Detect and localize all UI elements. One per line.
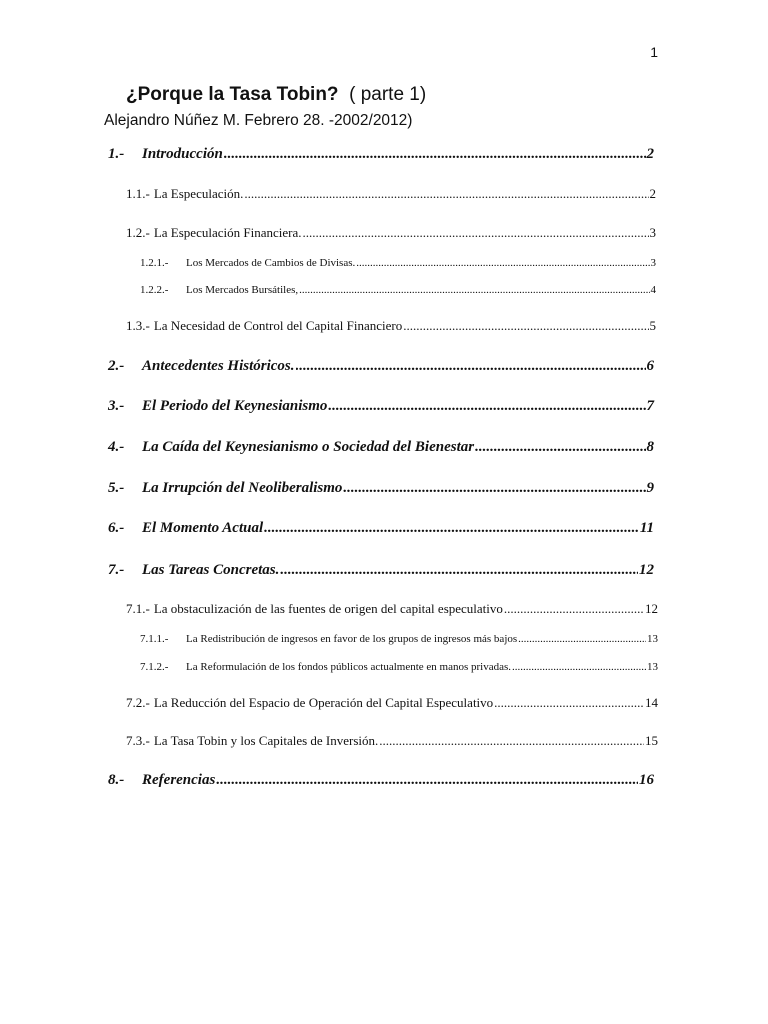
toc-entry-label: La Redistribución de ingresos en favor de los grupos de ingresos más bajos <box>186 633 518 645</box>
toc-entry-1-2[interactable] <box>126 225 656 241</box>
toc-entry-number: 1.2.1.- <box>140 257 169 269</box>
toc-entry-1-1[interactable] <box>126 186 656 202</box>
toc-dot-leader <box>216 772 638 789</box>
toc-entry-page: 3 <box>649 225 656 240</box>
toc-entry-label: La Reformulación de los fondos públicos actualmente en manos privadas. <box>186 661 512 673</box>
toc-entry-number: 7.2.- <box>126 695 150 710</box>
toc-entry-label: La Especulación. <box>153 186 244 201</box>
toc-entry-label: La Tasa Tobin y los Capitales de Inversión. <box>153 733 379 748</box>
toc-dot-leader <box>264 520 639 537</box>
toc-entry-number: 3.- <box>108 398 125 414</box>
toc-entry-page: 11 <box>639 520 654 536</box>
toc-dot-leader <box>518 633 646 645</box>
toc-entry-3[interactable] <box>108 398 654 415</box>
toc-entry-number: 1.2.2.- <box>140 284 169 296</box>
toc-entry-1-2-1[interactable] <box>140 257 656 269</box>
toc-entry-6[interactable] <box>108 520 654 537</box>
toc-entry-number: 1.3.- <box>126 318 150 333</box>
toc-entry-number: 2.- <box>108 358 125 374</box>
toc-entry-page: 5 <box>649 318 656 333</box>
toc-entry-page: 9 <box>646 480 654 496</box>
toc-dot-leader <box>504 601 644 617</box>
toc-entry-label: La obstaculización de las fuentes de origen del capital especulativo <box>153 601 503 616</box>
toc-entry-label: El Momento Actual <box>142 520 264 536</box>
toc-entry-label: Los Mercados Bursátiles, <box>186 284 299 296</box>
toc-entry-label: La Especulación Financiera. <box>153 225 302 240</box>
toc-dot-leader <box>475 439 645 456</box>
toc-entry-page: 4 <box>650 284 656 296</box>
toc-entry-page: 2 <box>646 146 654 162</box>
toc-dot-leader <box>244 186 648 202</box>
toc-entry-label: La Reducción del Espacio de Operación del Capital Especulativo <box>153 695 494 710</box>
toc-dot-leader <box>356 257 649 269</box>
toc-entry-7-1[interactable] <box>126 601 658 617</box>
toc-entry-1[interactable] <box>108 146 654 163</box>
toc-entry-7-2[interactable] <box>126 695 658 711</box>
toc-entry-number: 4.- <box>108 439 125 455</box>
toc-dot-leader <box>379 733 644 749</box>
toc-entry-label: La Necesidad de Control del Capital Financiero <box>153 318 403 333</box>
document-title-part: ( parte 1) <box>349 84 427 105</box>
toc-entry-page: 13 <box>647 633 658 645</box>
page-number: 1 <box>650 44 658 60</box>
toc-entry-1-3[interactable] <box>126 318 656 334</box>
toc-entry-page: 7 <box>646 398 654 414</box>
toc-entry-label: Antecedentes Históricos. <box>142 358 295 374</box>
document-title <box>126 84 426 106</box>
toc-entry-label: Los Mercados de Cambios de Divisas. <box>186 257 356 269</box>
toc-entry-page: 12 <box>645 601 658 616</box>
toc-entry-label: Las Tareas Concretas. <box>142 562 280 578</box>
toc-entry-2[interactable] <box>108 358 654 375</box>
toc-entry-number: 1.1.- <box>126 186 150 201</box>
toc-dot-leader <box>494 695 644 711</box>
toc-entry-page: 12 <box>639 562 654 578</box>
author-line: Alejandro Núñez M. Febrero 28. -2002/2012) <box>104 112 413 129</box>
toc-entry-page: 3 <box>650 257 656 269</box>
toc-entry-page: 6 <box>646 358 654 374</box>
toc-entry-number: 7.- <box>108 562 125 578</box>
toc-entry-7-1-2[interactable] <box>140 661 658 673</box>
toc-entry-number: 8.- <box>108 772 125 788</box>
toc-entry-page: 13 <box>647 661 658 673</box>
toc-dot-leader <box>343 480 645 497</box>
toc-dot-leader <box>299 284 649 296</box>
toc-entry-label: El Periodo del Keynesianismo <box>142 398 328 414</box>
toc-entry-4[interactable] <box>108 439 654 456</box>
toc-entry-1-2-2[interactable] <box>140 284 656 296</box>
toc-entry-number: 7.3.- <box>126 733 150 748</box>
toc-entry-number: 1.2.- <box>126 225 150 240</box>
toc-entry-page: 15 <box>645 733 658 748</box>
toc-entry-8[interactable] <box>108 772 654 789</box>
toc-entry-7-1-1[interactable] <box>140 633 658 645</box>
toc-entry-number: 7.1.- <box>126 601 150 616</box>
toc-entry-number: 6.- <box>108 520 125 536</box>
toc-dot-leader <box>224 146 646 163</box>
toc-entry-label: La Caída del Keynesianismo o Sociedad del Bienestar <box>142 439 475 455</box>
toc-dot-leader <box>296 358 646 375</box>
toc-entry-label: La Irrupción del Neoliberalismo <box>142 480 343 496</box>
toc-entry-5[interactable] <box>108 480 654 497</box>
toc-entry-label: Referencias <box>142 772 216 788</box>
toc-entry-number: 7.1.2.- <box>140 661 169 673</box>
toc-entry-page: 2 <box>649 186 656 201</box>
toc-entry-number: 1.- <box>108 146 125 162</box>
toc-entry-7-3[interactable] <box>126 733 658 749</box>
toc-entry-7[interactable] <box>108 562 654 579</box>
toc-dot-leader <box>328 398 645 415</box>
toc-dot-leader <box>512 661 646 673</box>
toc-entry-label: Introducción <box>142 146 223 162</box>
toc-entry-number: 5.- <box>108 480 125 496</box>
toc-entry-page: 8 <box>646 439 654 455</box>
document-title-main: ¿Porque la Tasa Tobin? <box>126 84 339 105</box>
toc-dot-leader <box>302 225 648 241</box>
toc-entry-number: 7.1.1.- <box>140 633 169 645</box>
toc-dot-leader <box>403 318 648 334</box>
toc-entry-page: 16 <box>639 772 654 788</box>
toc-dot-leader <box>280 562 638 579</box>
toc-entry-page: 14 <box>645 695 658 710</box>
